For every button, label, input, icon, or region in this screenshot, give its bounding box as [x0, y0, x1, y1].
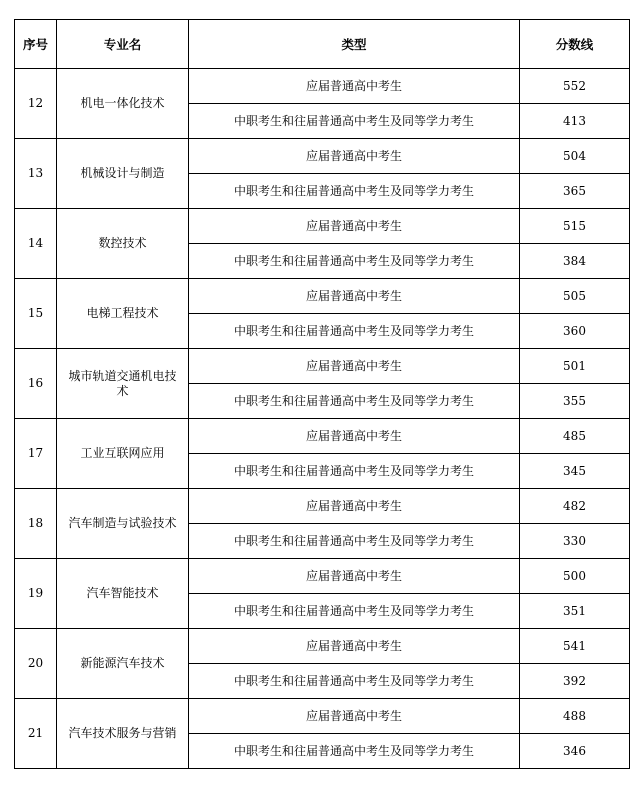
score-value: 485: [520, 419, 630, 454]
score-value: 541: [520, 629, 630, 664]
candidate-type: 应届普通高中考生: [189, 699, 520, 734]
candidate-type: 中职考生和往届普通高中考生及同等学力考生: [189, 314, 520, 349]
row-index: 20: [15, 629, 57, 699]
candidate-type: 应届普通高中考生: [189, 349, 520, 384]
row-index: 14: [15, 209, 57, 279]
score-value: 360: [520, 314, 630, 349]
score-value: 413: [520, 104, 630, 139]
candidate-type: 中职考生和往届普通高中考生及同等学力考生: [189, 454, 520, 489]
table-row: [15, 699, 630, 734]
major-name: 城市轨道交通机电技术: [57, 349, 189, 419]
major-name: 汽车制造与试验技术: [57, 489, 189, 559]
score-value: 351: [520, 594, 630, 629]
score-value: 488: [520, 699, 630, 734]
header-type: 类型: [189, 20, 520, 69]
major-name: 数控技术: [57, 209, 189, 279]
table-body: [15, 69, 630, 769]
table-row: [15, 69, 630, 104]
major-name: 工业互联网应用: [57, 419, 189, 489]
score-value: 500: [520, 559, 630, 594]
row-index: 12: [15, 69, 57, 139]
header-major: 专业名: [57, 20, 189, 69]
candidate-type: 中职考生和往届普通高中考生及同等学力考生: [189, 734, 520, 769]
score-value: 505: [520, 279, 630, 314]
table-row: [15, 349, 630, 384]
candidate-type: 中职考生和往届普通高中考生及同等学力考生: [189, 524, 520, 559]
candidate-type: 应届普通高中考生: [189, 489, 520, 524]
candidate-type: 中职考生和往届普通高中考生及同等学力考生: [189, 104, 520, 139]
score-value: 330: [520, 524, 630, 559]
table-row: [15, 489, 630, 524]
header-row: [15, 20, 630, 69]
table-row: [15, 559, 630, 594]
score-value: 355: [520, 384, 630, 419]
score-value: 345: [520, 454, 630, 489]
table-row: [15, 209, 630, 244]
row-index: 15: [15, 279, 57, 349]
header-index: 序号: [15, 20, 57, 69]
score-value: 346: [520, 734, 630, 769]
table-row: [15, 629, 630, 664]
score-value: 515: [520, 209, 630, 244]
candidate-type: 应届普通高中考生: [189, 419, 520, 454]
candidate-type: 中职考生和往届普通高中考生及同等学力考生: [189, 244, 520, 279]
major-name: 汽车技术服务与营销: [57, 699, 189, 769]
candidate-type: 应届普通高中考生: [189, 629, 520, 664]
row-index: 13: [15, 139, 57, 209]
header-score: 分数线: [520, 20, 630, 69]
score-table: [14, 19, 630, 769]
candidate-type: 中职考生和往届普通高中考生及同等学力考生: [189, 384, 520, 419]
candidate-type: 应届普通高中考生: [189, 279, 520, 314]
candidate-type: 应届普通高中考生: [189, 139, 520, 174]
row-index: 16: [15, 349, 57, 419]
major-name: 电梯工程技术: [57, 279, 189, 349]
major-name: 新能源汽车技术: [57, 629, 189, 699]
score-value: 384: [520, 244, 630, 279]
score-value: 504: [520, 139, 630, 174]
table-row: [15, 139, 630, 174]
table-row: [15, 419, 630, 454]
major-name: 机械设计与制造: [57, 139, 189, 209]
score-value: 552: [520, 69, 630, 104]
candidate-type: 中职考生和往届普通高中考生及同等学力考生: [189, 594, 520, 629]
candidate-type: 应届普通高中考生: [189, 559, 520, 594]
table-row: [15, 279, 630, 314]
row-index: 19: [15, 559, 57, 629]
candidate-type: 应届普通高中考生: [189, 209, 520, 244]
score-value: 501: [520, 349, 630, 384]
score-value: 392: [520, 664, 630, 699]
candidate-type: 中职考生和往届普通高中考生及同等学力考生: [189, 174, 520, 209]
major-name: 机电一体化技术: [57, 69, 189, 139]
row-index: 21: [15, 699, 57, 769]
score-value: 482: [520, 489, 630, 524]
candidate-type: 中职考生和往届普通高中考生及同等学力考生: [189, 664, 520, 699]
score-value: 365: [520, 174, 630, 209]
row-index: 18: [15, 489, 57, 559]
row-index: 17: [15, 419, 57, 489]
major-name: 汽车智能技术: [57, 559, 189, 629]
candidate-type: 应届普通高中考生: [189, 69, 520, 104]
